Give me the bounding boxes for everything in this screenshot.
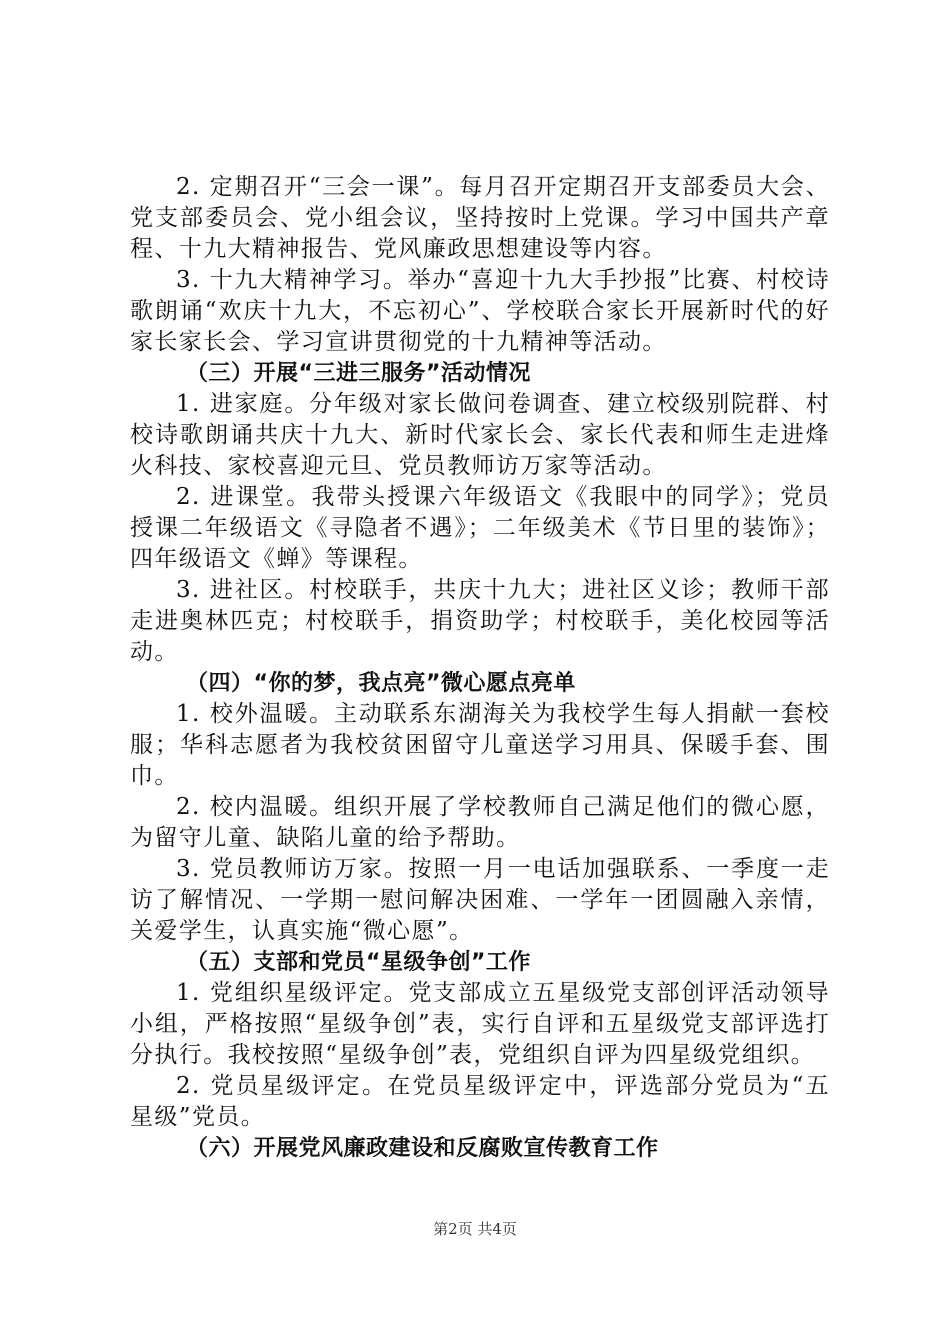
paragraph: 3. 十九大精神学习。举办“喜迎十九大手抄报”比赛、村校诗歌朗诵“欢庆十九大，不忘初心”、学校联合家长开展新时代的好家长家长会、学习宣讲贯彻党的十九精神等活动。	[130, 267, 830, 355]
paragraph: 1. 校外温暖。主动联系东湖海关为我校学生每人捐献一套校服；华科志愿者为我校贫困留守儿童送学习用具、保暖手套、围巾。	[130, 701, 830, 789]
paragraph: 1. 党组织星级评定。党支部成立五星级党支部创评活动领导小组，严格按照“星级争创”表，实行自评和五星级党支部评选打分执行。我校按照“星级争创”表，党组织自评为四星级党组织。	[130, 980, 830, 1068]
paragraph: 2. 定期召开“三会一课”。每月召开定期召开支部委员大会、党支部委员会、党小组会议，坚持按时上党课。学习中国共产章程、十九大精神报告、党风廉政思想建设等内容。	[130, 174, 830, 262]
paragraph: 2. 校内温暖。组织开展了学校教师自己满足他们的微心愿，为留守儿童、缺陷儿童的给予帮助。	[130, 794, 830, 851]
section-heading: （五）支部和党员“星级争创”工作	[186, 950, 531, 975]
section-heading: （三）开展“三进三服务”活动情况	[186, 361, 531, 386]
paragraph: 2. 党员星级评定。在党员星级评定中，评选部分党员为“五星级”党员。	[130, 1073, 830, 1130]
paragraph: 1. 进家庭。分年级对家长做问卷调查、建立校级别院群、村校诗歌朗诵共庆十九大、新时代家长会、家长代表和师生走进烽火科技、家校喜迎元旦、党员教师访万家等活动。	[130, 391, 830, 479]
section-heading: （四）“你的梦，我点亮”微心愿点亮单	[186, 671, 576, 696]
document-body	[130, 172, 830, 1164]
paragraph: 2. 进课堂。我带头授课六年级语文《我眼中的同学》；党员授课二年级语文《寻隐者不遇》；二年级美术《节日里的装饰》；四年级语文《蝉》等课程。	[130, 484, 830, 572]
section-heading: （六）开展党风廉政建设和反腐败宣传教育工作	[186, 1136, 659, 1161]
paragraph: 3. 党员教师访万家。按照一月一电话加强联系、一季度一走访了解情况、一学期一慰问解决困难、一学年一团圆融入亲情，关爱学生，认真实施“微心愿”。	[130, 856, 830, 944]
paragraph: 3. 进社区。村校联手，共庆十九大；进社区义诊；教师干部走进奥林匹克；村校联手，捐资助学；村校联手，美化校园等活动。	[130, 577, 830, 665]
page-number: 第2页 共4页	[433, 1220, 517, 1238]
page-footer	[0, 1218, 950, 1239]
